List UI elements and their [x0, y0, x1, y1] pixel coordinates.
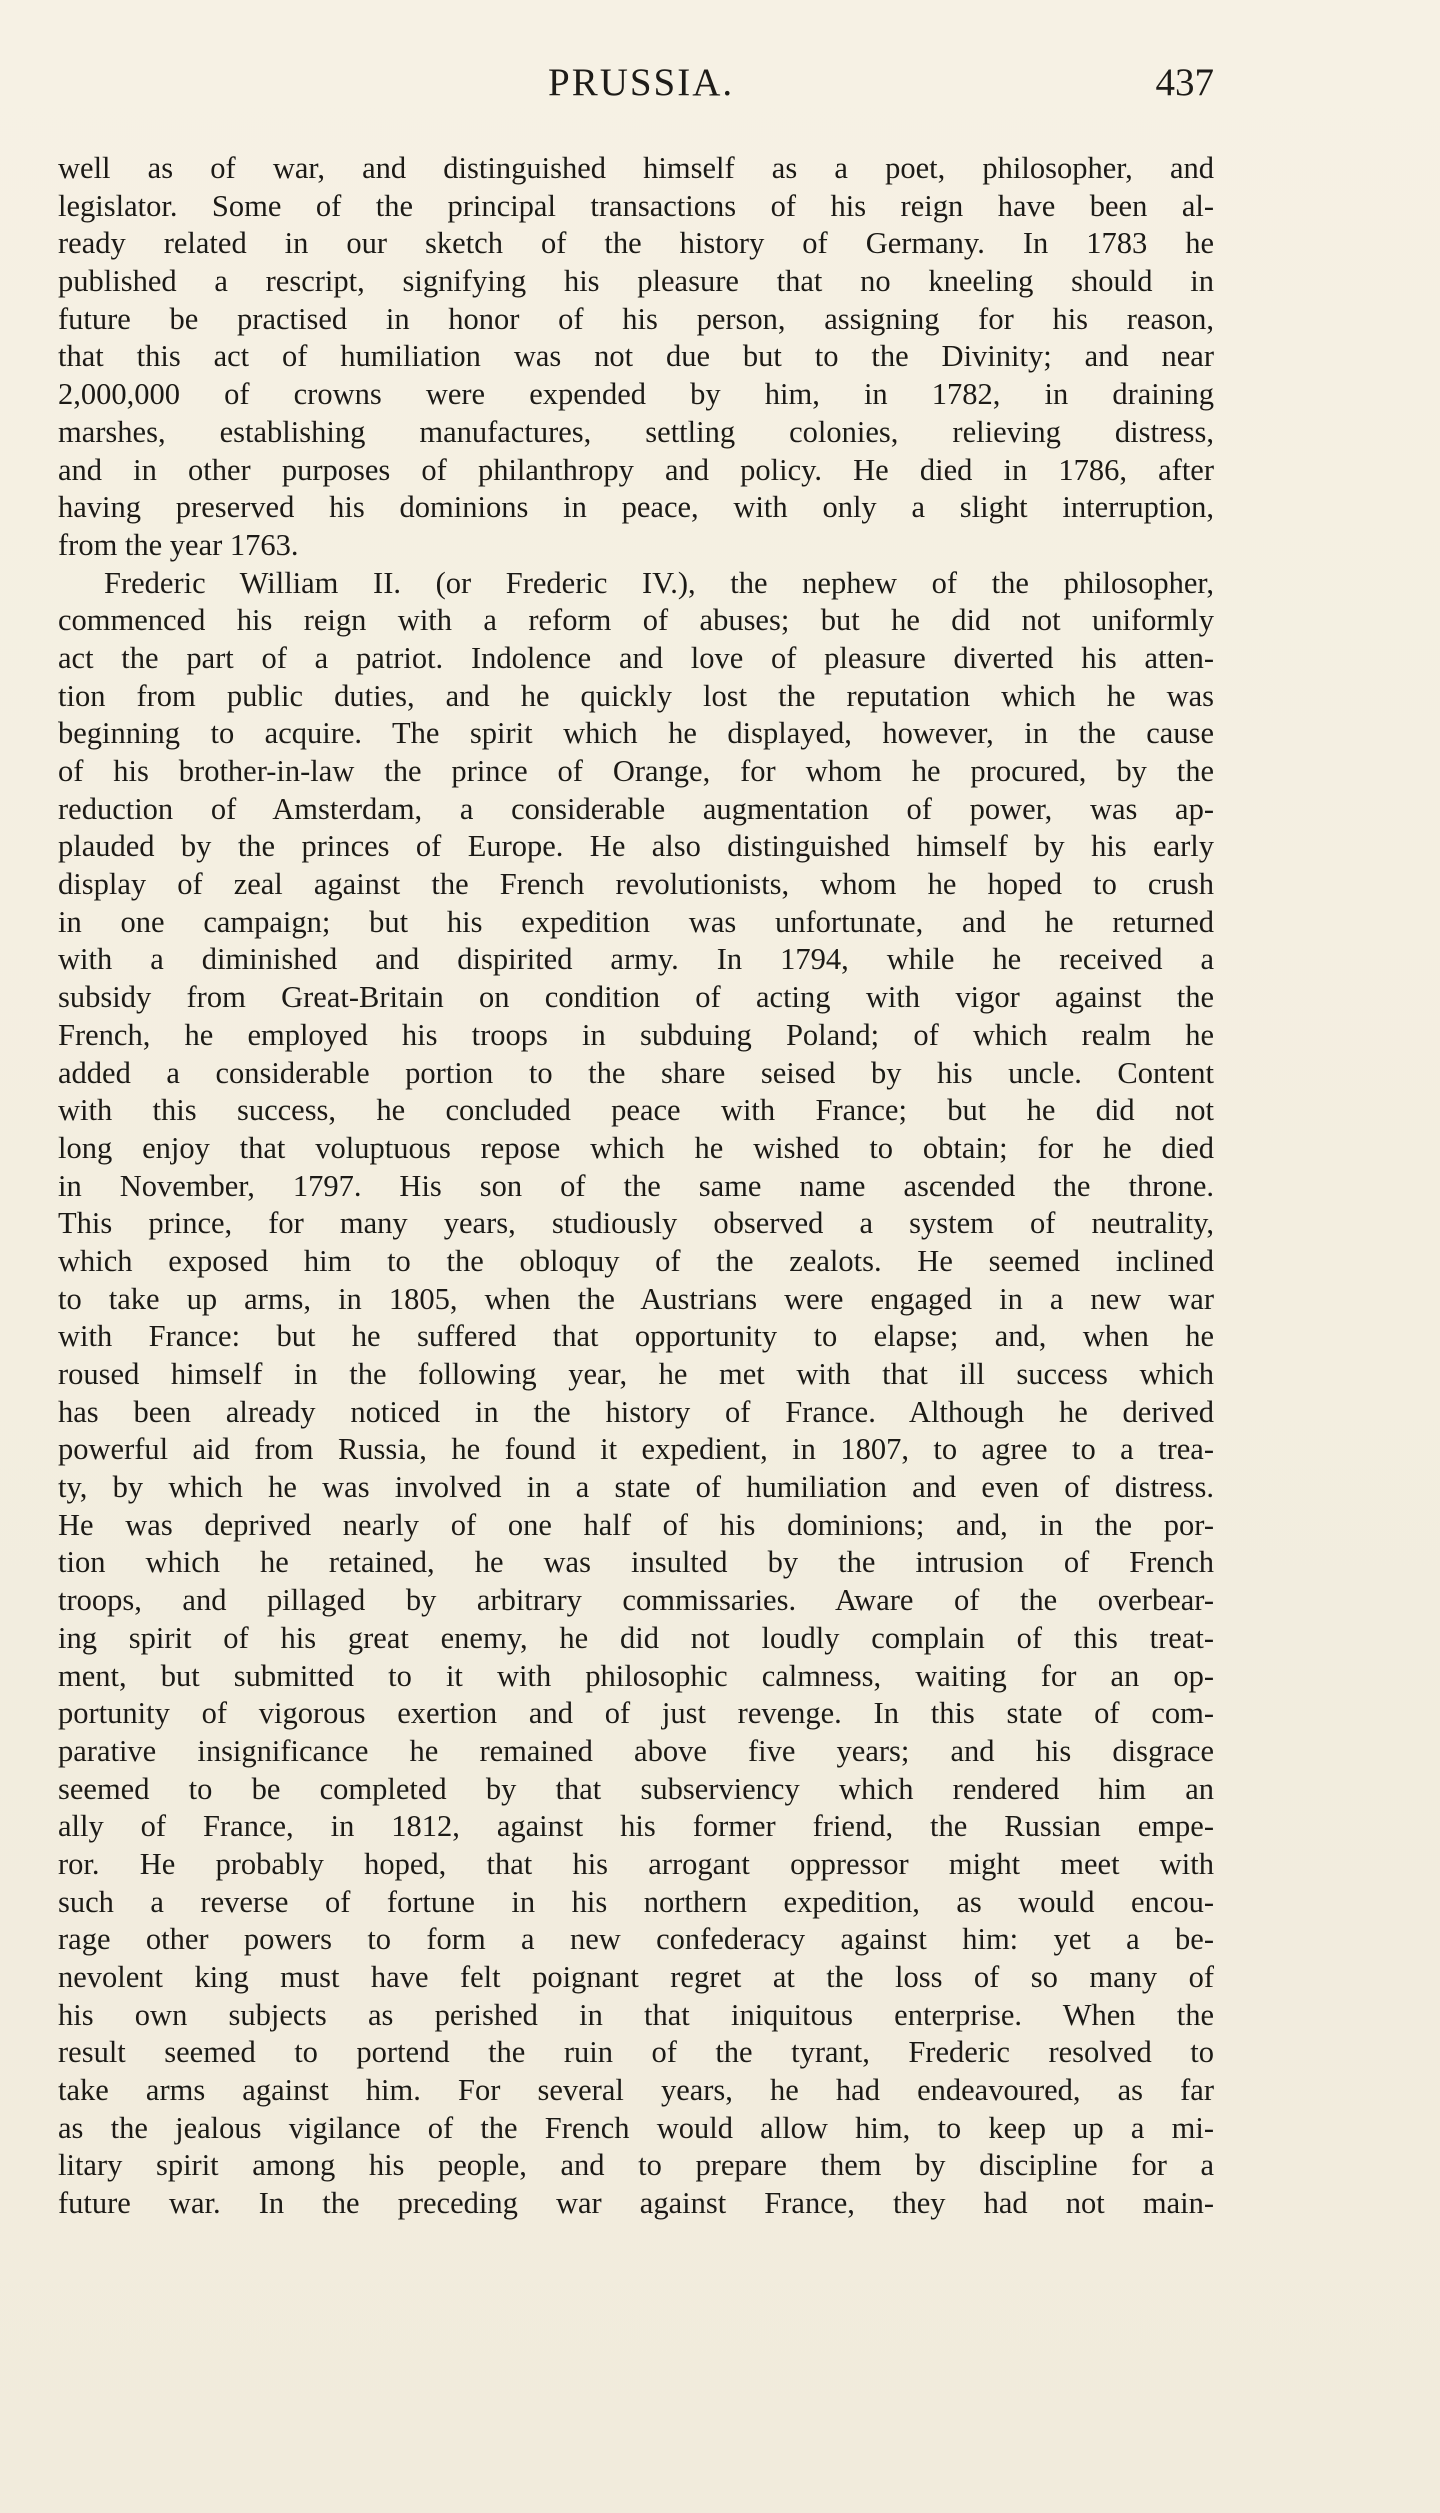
text-line: powerful aid from Russia, he found it expedient, in 1807, to agree to a trea- — [58, 1432, 1214, 1467]
text-line: He was deprived nearly of one half of his dominions; and, in the por- — [58, 1507, 1214, 1542]
page-header — [58, 58, 1214, 108]
text-line: tion from public duties, and he quickly lost the reputation which he was — [58, 678, 1214, 713]
text-line: that this act of humiliation was not due but to the Divinity; and near — [58, 339, 1214, 374]
paragraph — [58, 565, 1214, 2223]
text-line: nevolent king must have felt poignant regret at the loss of so many of — [58, 1960, 1214, 1994]
text-line: act the part of a patriot. Indolence and love of pleasure diverted his atten- — [58, 640, 1214, 675]
text-line: seemed to be completed by that subserviency which rendered him an — [58, 1771, 1214, 1806]
text-line: having preserved his dominions in peace, with only a slight interruption, — [58, 490, 1214, 525]
text-line: ment, but submitted to it with philosophic calmness, waiting for an op- — [58, 1658, 1214, 1693]
text-line: in November, 1797. His son of the same name ascended the throne. — [58, 1168, 1214, 1203]
text-line: rage other powers to form a new confederacy against him: yet a be- — [58, 1922, 1214, 1957]
text-line: take arms against him. For several years, he had endeavoured, as far — [58, 2073, 1214, 2108]
text-line: in one campaign; but his expedition was unfortunate, and he returned — [58, 904, 1214, 939]
text-line: future be practised in honor of his person, assigning for his reason, — [58, 301, 1214, 336]
text-line: parative insignificance he remained above five years; and his disgrace — [58, 1733, 1214, 1768]
text-line: to take up arms, in 1805, when the Austrians were engaged in a new war — [58, 1281, 1214, 1316]
text-line: as the jealous vigilance of the French would allow him, to keep up a mi- — [58, 2110, 1214, 2145]
text-line: well as of war, and distinguished himself as a poet, philosopher, and — [58, 151, 1214, 185]
text-line: commenced his reign with a reform of abuses; but he did not uniformly — [58, 603, 1214, 638]
text-line: result seemed to portend the ruin of the tyrant, Frederic resolved to — [58, 2035, 1214, 2070]
text-line: long enjoy that voluptuous repose which he wished to obtain; for he died — [58, 1130, 1214, 1165]
text-line: roused himself in the following year, he met with that ill success which — [58, 1357, 1214, 1391]
running-head: PRUSSIA. — [548, 61, 735, 104]
text-line: reduction of Amsterdam, a considerable augmentation of power, was ap- — [58, 791, 1214, 826]
text-line: and in other purposes of philanthropy and policy. He died in 1786, after — [58, 452, 1214, 487]
text-line: with this success, he concluded peace with France; but he did not — [58, 1093, 1214, 1128]
page-number: 437 — [1155, 61, 1214, 104]
text-line: from the year 1763. — [58, 527, 299, 562]
text-line: ally of France, in 1812, against his former friend, the Russian empe- — [58, 1809, 1214, 1844]
text-line: ror. He probably hoped, that his arrogant oppressor might meet with — [58, 1846, 1214, 1881]
paragraph — [58, 150, 1214, 565]
text-line: marshes, establishing manufactures, settling colonies, relieving distress, — [58, 414, 1214, 449]
text-line: display of zeal against the French revolutionists, whom he hoped to crush — [58, 867, 1214, 902]
text-line: future war. In the preceding war against France, they had not main- — [58, 2186, 1214, 2221]
text-line: subsidy from Great-Britain on condition of acting with vigor against the — [58, 980, 1214, 1015]
text-line: has been already noticed in the history of France. Although he derived — [58, 1394, 1214, 1429]
body-text — [58, 150, 1214, 2223]
text-line: with a diminished and dispirited army. In 1794, while he received a — [58, 942, 1214, 977]
text-line: portunity of vigorous exertion and of just revenge. In this state of com- — [58, 1696, 1214, 1731]
text-line: with France: but he suffered that opportunity to elapse; and, when he — [58, 1319, 1214, 1354]
text-line: ty, by which he was involved in a state of humiliation and even of distress. — [58, 1470, 1214, 1505]
text-line: plauded by the princes of Europe. He also distinguished himself by his early — [58, 829, 1214, 864]
text-line: of his brother-in-law the prince of Orange, for whom he procured, by the — [58, 754, 1214, 788]
text-line: published a rescript, signifying his pleasure that no kneeling should in — [58, 264, 1214, 299]
text-line: added a considerable portion to the share seised by his uncle. Content — [58, 1055, 1214, 1090]
text-line: This prince, for many years, studiously observed a system of neutrality, — [58, 1206, 1214, 1241]
text-line: troops, and pillaged by arbitrary commissaries. Aware of the overbear- — [58, 1583, 1214, 1618]
text-line: litary spirit among his people, and to prepare them by discipline for a — [58, 2148, 1214, 2183]
text-line: French, he employed his troops in subduing Poland; of which realm he — [58, 1017, 1214, 1052]
text-line: tion which he retained, he was insulted by the intrusion of French — [58, 1545, 1214, 1580]
text-line: such a reverse of fortune in his northern expedition, as would encou- — [58, 1884, 1214, 1919]
text-line: Frederic William II. (or Frederic IV.), the nephew of the philosopher, — [104, 565, 1214, 600]
text-line: ing spirit of his great enemy, he did not loudly complain of this treat- — [58, 1620, 1214, 1655]
text-line: ready related in our sketch of the history of Germany. In 1783 he — [58, 226, 1214, 261]
text-line: his own subjects as perished in that iniquitous enterprise. When the — [58, 1997, 1214, 2032]
text-line: legislator. Some of the principal transactions of his reign have been al- — [58, 188, 1214, 223]
text-line: beginning to acquire. The spirit which he displayed, however, in the cause — [58, 716, 1214, 751]
text-line: which exposed him to the obloquy of the zealots. He seemed inclined — [58, 1243, 1214, 1278]
text-line: 2,000,000 of crowns were expended by him, in 1782, in draining — [58, 377, 1214, 412]
